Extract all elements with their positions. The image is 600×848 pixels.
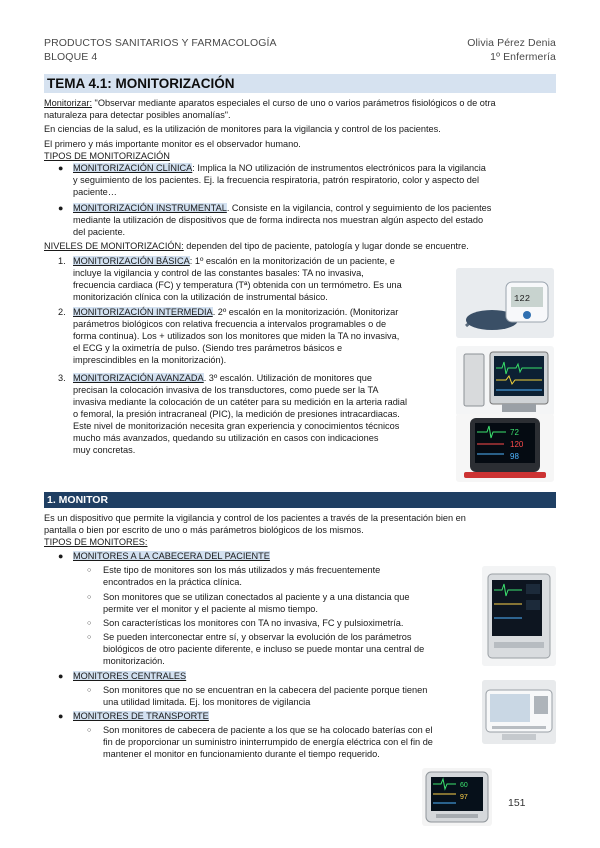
svg-text:120: 120 [510,440,524,449]
centrales-term: MONITORES CENTRALES [73,671,187,681]
bullet-dot: ● [58,163,64,173]
transporte-sub1-line2: fin de proporcionar un suministro ininterrumpido de energía eléctrica con el fin de [103,737,433,747]
nivel-avanzada-line4: o femoral, la presión intracraneal (PIC), la medición de presiones intracardiacas. [73,409,400,419]
transporte-sub1-line1: Son monitores de cabecera de paciente a los que se ha colocado baterías con el [103,725,433,735]
tipo-instrumental-line2: mediante la utilización de dispositivos que de forma indirecta nos muestran algún aspecto del estado [73,215,484,225]
section-monitor-bar: 1. MONITOR [44,492,556,508]
nivel-number: 3. [58,373,66,383]
bullet-dot: ● [58,671,64,681]
tipos-monitores-heading: TIPOS DE MONITORES: [44,537,148,547]
transport-monitor-image [422,768,492,826]
sub-bullet: ○ [87,620,92,627]
centrales-sub1-line2: una utilidad limitada. Ej. los monitores de vigilancia [103,697,311,707]
cabecera-sub4-line3: monitorización. [103,656,165,666]
bullet-dot: ● [58,551,64,561]
cabecera-sub3-line1: Son características los monitores con TA no invasiva, FC y pulsioximetría. [103,618,404,628]
transporte-term: MONITORES DE TRANSPORTE [73,711,209,721]
central-monitor-image [482,680,556,744]
nivel-intermedia-line4: el ECG y la oximetría de pulso. (Siendo tres parámetros básicos e [73,343,343,353]
centrales-sub1-line1: Son monitores que no se encuentran en la cabecera del paciente porque tienen [103,685,428,695]
intro-definition-line2: naturaleza para detectar posibles anomalías". [44,110,231,120]
cabecera-sub2-line2: permite ver el monitor y el paciente al mismo tiempo. [103,604,318,614]
nivel-intermedia-line5: imprescindibles en la monitorización). [73,355,227,365]
tipos-heading: TIPOS DE MONITORIZACIÓN [44,151,170,161]
intermediate-monitor-image [456,346,554,416]
header-course: 1º Enfermería [490,51,556,63]
page-number: 151 [508,797,526,809]
advanced-monitor-image [456,414,554,482]
tipo-clinica-line2: y seguimiento de los pacientes. Ej. la frecuencia respiratoria, patrón respiratorio, color y aspecto del [73,175,479,185]
nivel-intermedia-line2: parámetros biológicos con relativa frecuencia a intervalos programables o de [73,319,387,329]
nivel-basica-line3: frecuencia cardiaca (FC) y temperatura (Tª) obtenida con un termómetro. Es una [73,280,402,290]
header-subject: PRODUCTOS SANITARIOS Y FARMACOLOGÍA [44,37,277,49]
svg-text:97: 97 [460,794,468,801]
blood-pressure-monitor-image [456,268,554,338]
nivel-intermedia-line1: MONITORIZACIÓN INTERMEDIA. 2º escalón en la monitorización. (Monitorizar [73,307,399,317]
tipo-instrumental-line3: del paciente. [73,227,126,237]
intro-line2: En ciencias de la salud, es la utilización de monitores para la vigilancia y control de los pacientes. [44,124,441,134]
tipo-clinica-line3: paciente… [73,187,117,197]
nivel-basica-line4: monitorización clínica con la utilización de instrumental básico. [73,292,328,302]
transporte-sub1-line3: mantener el monitor en funcionamiento durante el tiempo requerido. [103,749,380,759]
sub-bullet: ○ [87,567,92,574]
intro-term: Monitorizar: [44,98,92,108]
nivel-avanzada-line1: MONITORIZACIÓN AVANZADA. 3º escalón. Utilización de monitores que [73,373,372,383]
nivel-avanzada-line7: muy concretas. [73,445,136,455]
svg-text:60: 60 [460,782,468,789]
monitor-def-line2: pantalla o bien por escrito de uno o más parámetros biológicos de los mismos. [44,525,364,535]
nivel-avanzada-line3: invasiva mediante la colocación de un catéter para su medición en la arteria radial [73,397,408,407]
nivel-intermedia-line3: forma continua). Los + utilizados son los monitores que miden la TA no invasiva, [73,331,400,341]
monitor-def-line1: Es un dispositivo que permite la vigilancia y control de los pacientes a través de la presentación bien en [44,513,466,523]
cabecera-sub1-line2: encontrados en la práctica clínica. [103,577,242,587]
sub-bullet: ○ [87,687,92,694]
sub-bullet: ○ [87,594,92,601]
nivel-number: 1. [58,256,66,266]
page-title: TEMA 4.1: MONITORIZACIÓN [44,74,556,93]
nivel-basica-line2: incluye la vigilancia y control de las constantes basales: TA no invasiva, [73,268,364,278]
nivel-avanzada-line5: Este nivel de monitorización necesita gran experiencia y conocimientos técnicos [73,421,400,431]
svg-text:122: 122 [514,294,531,304]
header-block: BLOQUE 4 [44,51,98,63]
cabecera-term: MONITORES A LA CABECERA DEL PACIENTE [73,551,270,561]
cabecera-sub4-line2: biológicos de otro paciente diferente, e incluso se puede montar una central de [103,644,425,654]
intro-definition-line1: Monitorizar: "Observar mediante aparatos especiales el curso de uno o varios parámetros fisiológicos o de otra [44,98,496,108]
nivel-avanzada-line2: precisan la colocación invasiva de los transductores, como puede ser la TA [73,385,379,395]
bullet-dot: ● [58,203,64,213]
sub-bullet: ○ [87,727,92,734]
intro-line3: El primero y más importante monitor es el observador humano. [44,139,301,149]
header-author: Olivia Pérez Denia [467,37,556,49]
niveles-heading: NIVELES DE MONITORIZACIÓN: dependen del tipo de paciente, patología y lugar donde se encuentre. [44,241,469,251]
bullet-dot: ● [58,711,64,721]
tipo-clinica-line1: MONITORIZACIÓN CLÍNICA: Implica la NO utilización de instrumentos electrónicos para la vigilancia [73,163,486,173]
cabecera-sub4-line1: Se pueden interconectar entre sí, y observar la evolución de los parámetros [103,632,412,642]
sub-bullet: ○ [87,634,92,641]
nivel-number: 2. [58,307,66,317]
cabecera-sub2-line1: Son monitores que se utilizan conectados al paciente y a una distancia que [103,592,410,602]
svg-text:98: 98 [510,452,519,461]
svg-text:72: 72 [510,428,519,437]
nivel-avanzada-line6: mucho más avanzados, quedando su utilización en casos con indicaciones [73,433,379,443]
tipo-instrumental-line1: MONITORIZACIÓN INSTRUMENTAL. Consiste en la vigilancia, control y seguimiento de los pacientes [73,203,492,213]
nivel-basica-line1: MONITORIZACIÓN BÁSICA: 1º escalón en la monitorización de un paciente, e [73,256,395,266]
cabecera-sub1-line1: Este tipo de monitores son los más utilizados y más frecuentemente [103,565,381,575]
bedside-monitor-image [482,566,556,666]
